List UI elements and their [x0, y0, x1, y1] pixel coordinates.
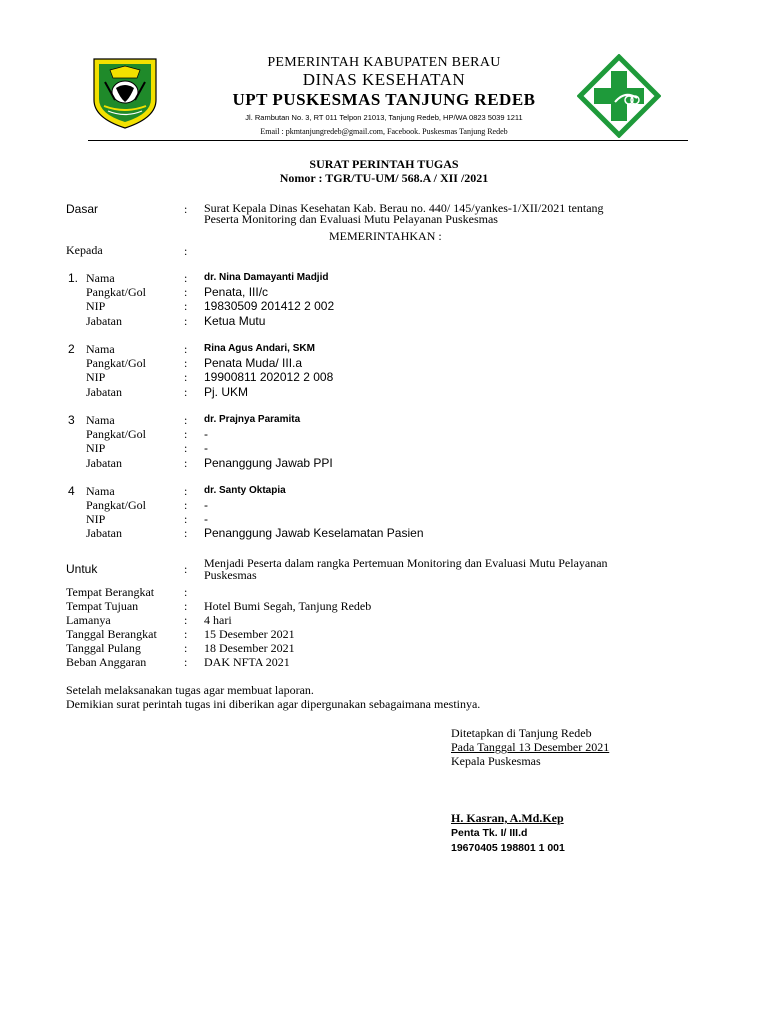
header-department: DINAS KESEHATAN — [302, 70, 466, 89]
person-1-nama-label: Nama — [86, 271, 115, 285]
tanggal-berangkat-value: 15 Desember 2021 — [204, 627, 295, 641]
lamanya-colon: : — [184, 613, 188, 627]
person-4-nip: - — [204, 512, 208, 526]
person-3-pangkat-label: Pangkat/Gol — [86, 427, 146, 441]
person-3-pangkat: - — [204, 427, 208, 441]
person-4-nama-label: Nama — [86, 484, 115, 498]
person-2-jabatan-colon: : — [184, 385, 188, 399]
closing-line2: Demikian surat perintah tugas ini diberikan agar dipergunakan sebagaimana mestinya. — [66, 697, 481, 711]
person-2-jabatan-label: Jabatan — [86, 385, 122, 399]
signature-date: Pada Tanggal 13 Desember 2021 — [451, 740, 610, 754]
person-2-nip-label: NIP — [86, 370, 106, 384]
person-1-nip-colon: : — [184, 299, 188, 313]
person-1-jabatan: Ketua Mutu — [204, 314, 266, 328]
signature-nip: 19670405 198801 1 001 — [451, 842, 565, 854]
signature-position: Kepala Puskesmas — [451, 754, 541, 768]
person-1-number: 1. — [68, 271, 79, 285]
document-number: Nomor : TGR/TU-UM/ 568.A / XII /2021 — [279, 171, 489, 185]
tempat-tujuan-value: Hotel Bumi Segah, Tanjung Redeb — [204, 599, 372, 613]
tanggal-pulang-colon: : — [184, 641, 188, 655]
person-1-pangkat: Penata, III/c — [204, 285, 269, 299]
untuk-colon: : — [184, 562, 188, 576]
beban-anggaran-colon: : — [184, 655, 188, 669]
person-2-nama-colon: : — [184, 342, 188, 356]
person-4-pangkat: - — [204, 498, 208, 512]
person-4-jabatan: Penanggung Jawab Keselamatan Pasien — [204, 526, 424, 540]
person-2-nip: 19900811 202012 2 008 — [204, 370, 334, 384]
person-4-number: 4 — [68, 484, 75, 498]
dasar-colon: : — [184, 202, 188, 216]
person-1-jabatan-colon: : — [184, 314, 188, 328]
tempat-tujuan-label: Tempat Tujuan — [66, 599, 139, 613]
tempat-tujuan-colon: : — [184, 599, 188, 613]
person-2-number: 2 — [68, 342, 75, 356]
person-4-nip-label: NIP — [86, 512, 106, 526]
memerintahkan-heading: MEMERINTAHKAN : — [329, 229, 442, 243]
person-3-nip-label: NIP — [86, 441, 106, 455]
person-1-nip-label: NIP — [86, 299, 106, 313]
tanggal-pulang-value: 18 Desember 2021 — [204, 641, 295, 655]
person-4-pangkat-label: Pangkat/Gol — [86, 498, 146, 512]
dasar-line1: Surat Kepala Dinas Kesehatan Kab. Berau no. 440/ 145/yankes-1/XII/2021 tentang — [204, 201, 604, 215]
person-3-nama-label: Nama — [86, 413, 115, 427]
tanggal-berangkat-colon: : — [184, 627, 188, 641]
person-3-jabatan: Penanggung Jawab PPI — [204, 456, 333, 470]
tanggal-berangkat-label: Tanggal Berangkat — [66, 627, 157, 641]
person-2-nama: Rina Agus Andari, SKM — [204, 343, 315, 354]
person-3-jabatan-label: Jabatan — [86, 456, 122, 470]
header-government: PEMERINTAH KABUPATEN BERAU — [267, 55, 501, 70]
person-2-pangkat: Penata Muda/ III.a — [204, 356, 303, 370]
beban-anggaran-value: DAK NFTA 2021 — [204, 655, 290, 669]
person-1-nama-colon: : — [184, 271, 188, 285]
tempat-berangkat-label: Tempat Berangkat — [66, 585, 155, 599]
person-2-nama-label: Nama — [86, 342, 115, 356]
untuk-line2: Puskesmas — [204, 568, 257, 582]
header-unit: UPT PUSKESMAS TANJUNG REDEB — [232, 90, 536, 109]
person-3-nip-colon: : — [184, 441, 188, 455]
tanggal-pulang-label: Tanggal Pulang — [66, 641, 141, 655]
signature-name: H. Kasran, A.Md.Kep — [451, 811, 564, 825]
untuk-label: Untuk — [66, 562, 98, 576]
document-title: SURAT PERINTAH TUGAS — [309, 157, 459, 171]
person-2-pangkat-colon: : — [184, 356, 188, 370]
kepada-label: Kepada — [66, 243, 103, 257]
untuk-line1: Menjadi Peserta dalam rangka Pertemuan Monitoring dan Evaluasi Mutu Pelayanan — [204, 556, 608, 570]
beban-anggaran-label: Beban Anggaran — [66, 655, 147, 669]
person-2-pangkat-label: Pangkat/Gol — [86, 356, 146, 370]
header-email: Email : pkmtanjungredeb@gmail.com, Facebook. Puskesmas Tanjung Redeb — [260, 127, 508, 136]
lamanya-label: Lamanya — [66, 613, 111, 627]
person-1-jabatan-label: Jabatan — [86, 314, 122, 328]
person-3-nama-colon: : — [184, 413, 188, 427]
person-4-pangkat-colon: : — [184, 498, 188, 512]
header-divider — [88, 140, 688, 141]
dasar-line2: Peserta Monitoring dan Evaluasi Mutu Pelayanan Puskesmas — [204, 212, 498, 226]
person-4-nama: dr. Santy Oktapia — [204, 485, 286, 496]
signature-rank: Penta Tk. I/ III.d — [451, 827, 528, 839]
person-1-nama: dr. Nina Damayanti Madjid — [204, 272, 329, 283]
person-1-pangkat-label: Pangkat/Gol — [86, 285, 146, 299]
person-4-jabatan-label: Jabatan — [86, 526, 122, 540]
person-3-number: 3 — [68, 413, 75, 427]
person-4-nip-colon: : — [184, 512, 188, 526]
person-2-jabatan: Pj. UKM — [204, 385, 249, 399]
kepada-colon: : — [184, 244, 188, 258]
header-address: Jl. Rambutan No. 3, RT 011 Telpon 21013, Tanjung Redeb, HP/WA 0823 5039 1211 — [245, 113, 523, 122]
tempat-berangkat-colon: : — [184, 585, 188, 599]
person-4-nama-colon: : — [184, 484, 188, 498]
person-3-nama: dr. Prajnya Paramita — [204, 414, 301, 425]
signature-place: Ditetapkan di Tanjung Redeb — [451, 726, 592, 740]
person-3-pangkat-colon: : — [184, 427, 188, 441]
person-3-jabatan-colon: : — [184, 456, 188, 470]
person-1-pangkat-colon: : — [184, 285, 188, 299]
person-2-nip-colon: : — [184, 370, 188, 384]
person-3-nip: - — [204, 441, 208, 455]
closing-line1: Setelah melaksanakan tugas agar membuat laporan. — [66, 683, 314, 697]
dasar-label: Dasar — [66, 202, 99, 216]
person-4-jabatan-colon: : — [184, 526, 188, 540]
lamanya-value: 4 hari — [204, 613, 232, 627]
person-1-nip: 19830509 201412 2 002 — [204, 299, 335, 313]
